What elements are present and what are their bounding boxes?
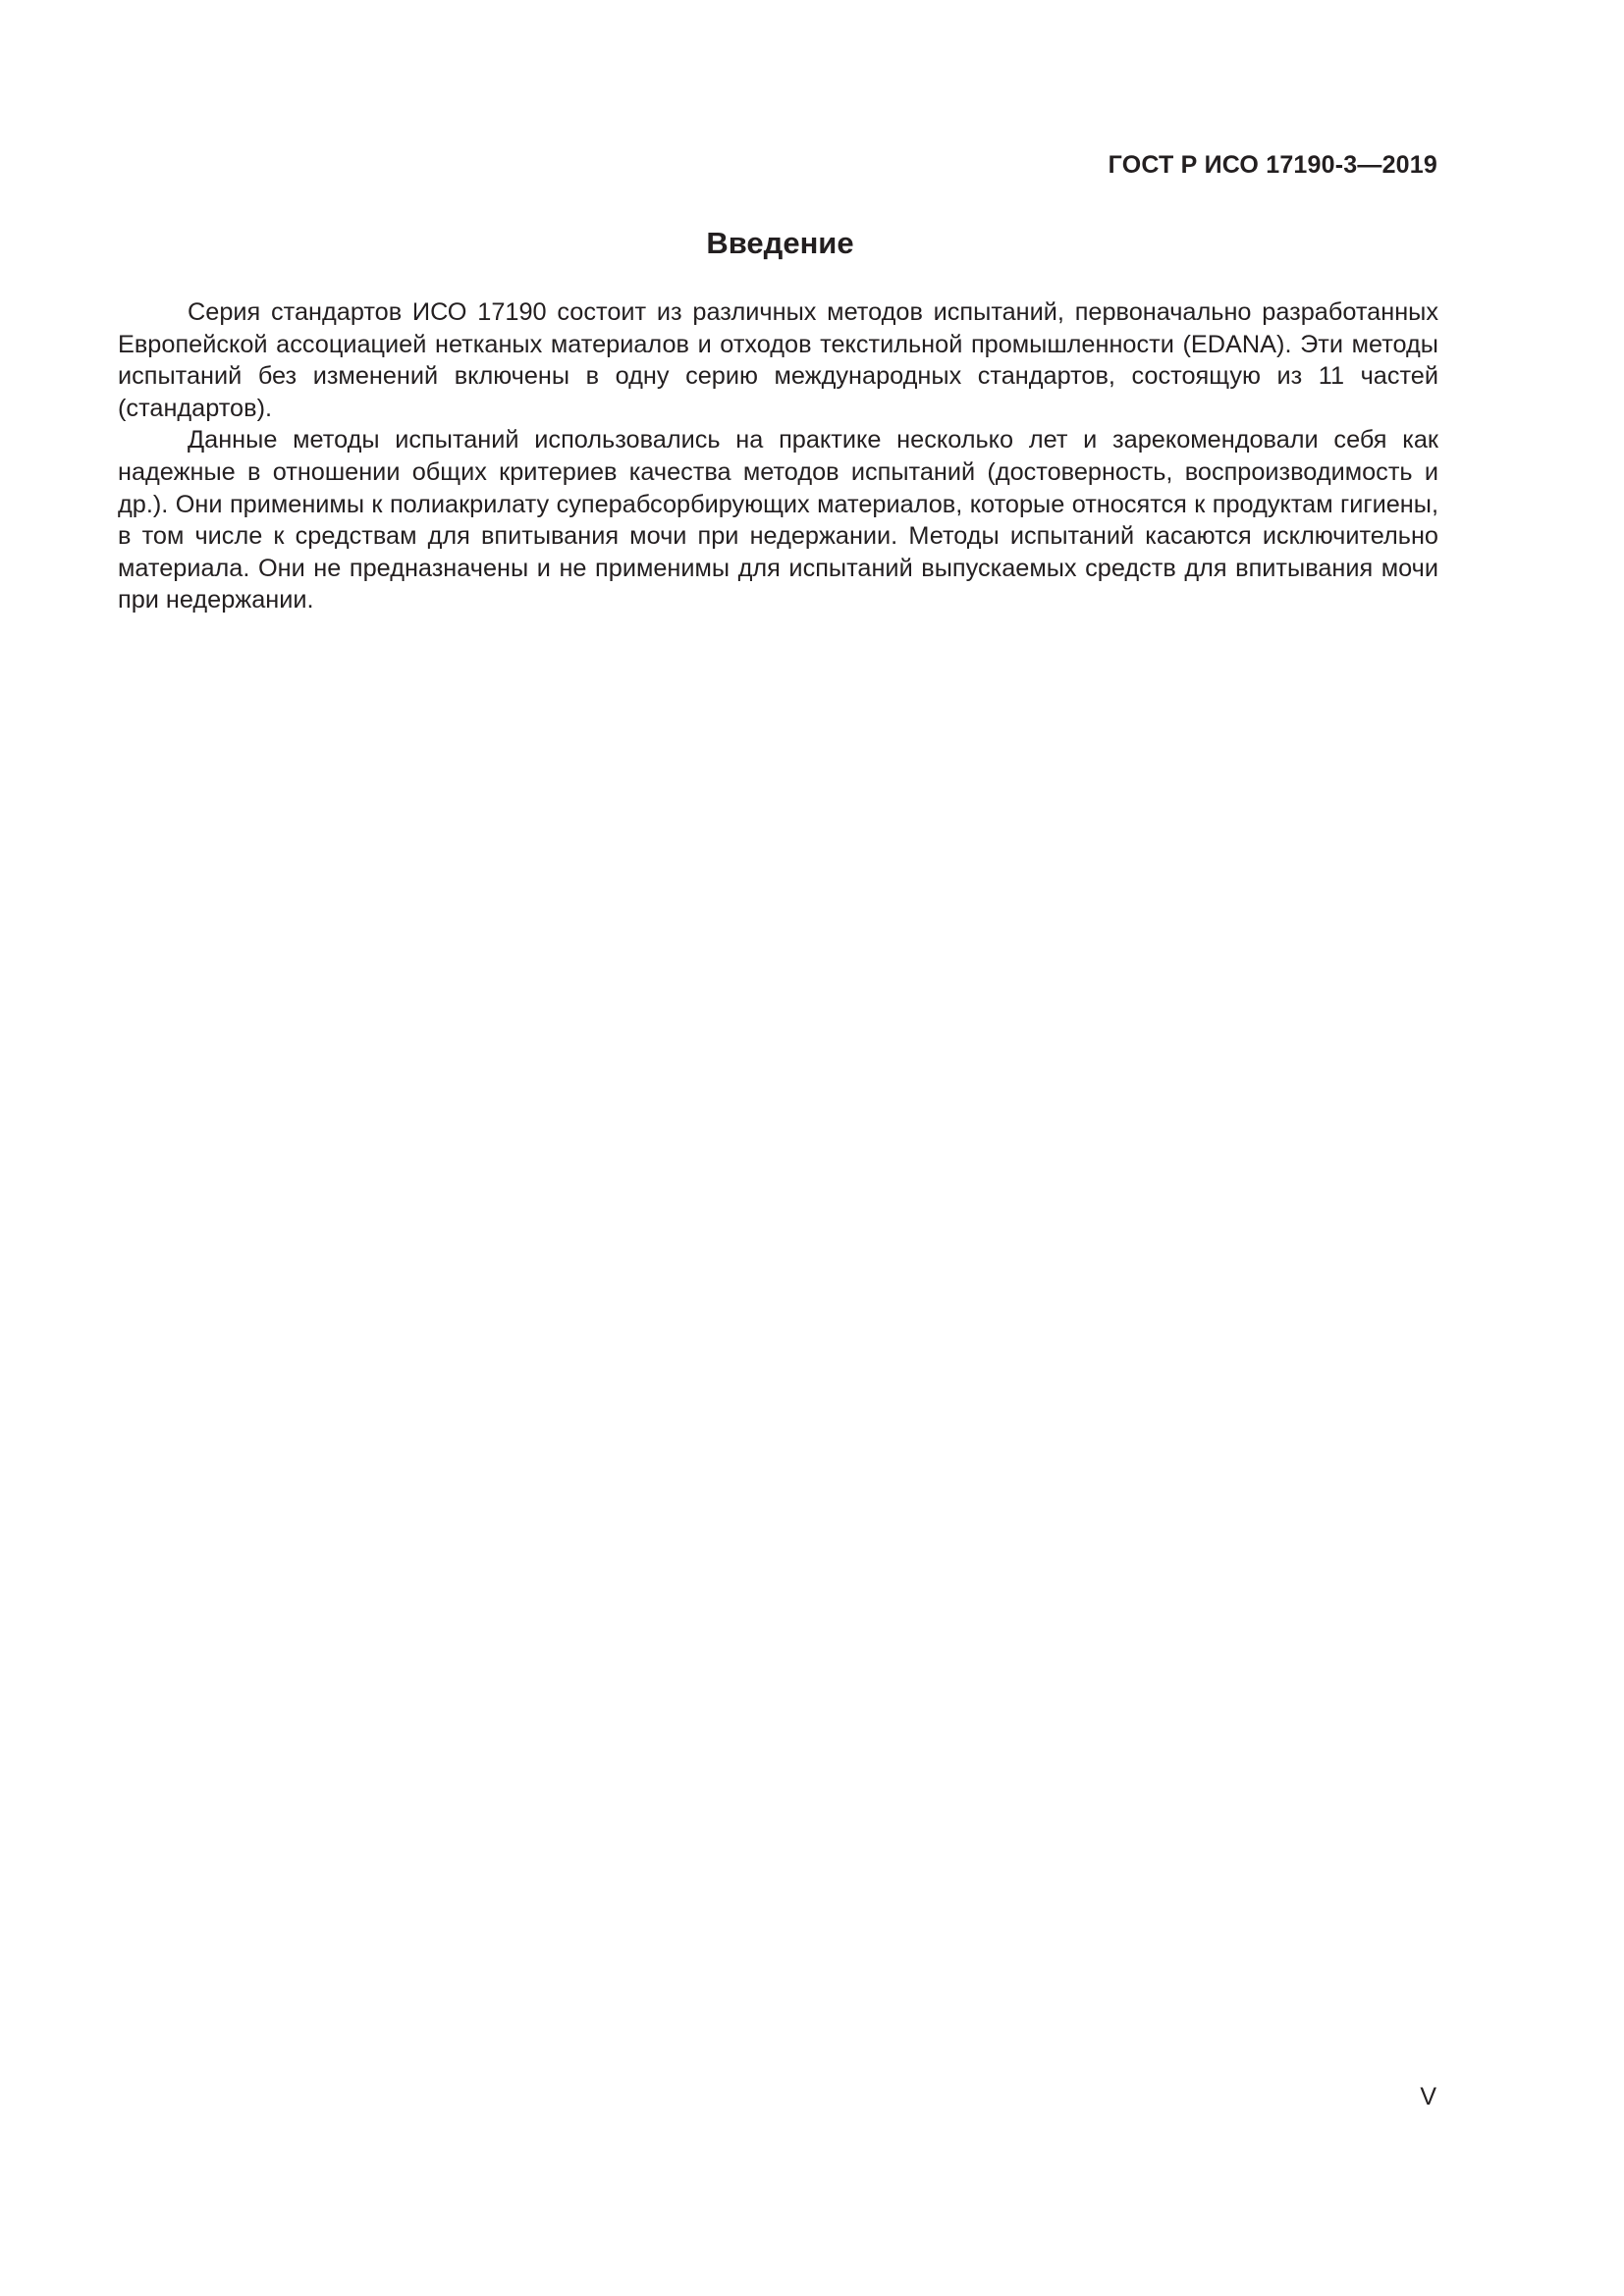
- page-number: V: [1420, 2083, 1436, 2110]
- paragraph: Серия стандартов ИСО 17190 состоит из различных методов испытаний, первоначально разработанных Европейской ассоциацией нетканых материалов и отходов текстильной промышленности (EDANA). Эти методы испытаний без изменений включены в одну серию международных стандартов, состоящую из 11 частей (стандартов).: [118, 298, 1438, 422]
- body-text: [118, 296, 1438, 616]
- paragraph: Данные методы испытаний использовались на практике несколько лет и зарекомендовали себя как надежные в отношении общих критериев качества методов испытаний (достоверность, воспроизводимость и др.). Они применимы к полиакрилату суперабсорбирующих материалов, которые относятся к продуктам гигиены, в том числе к средствам для впитывания мочи при недержании. Методы испытаний касаются исключительно материала. Они не предназначены и не применимы для испытаний выпускаемых средств для впитывания мочи при недержании.: [118, 426, 1438, 614]
- document-header: ГОСТ Р ИСО 17190-3—2019: [1108, 151, 1437, 179]
- section-title: Введение: [706, 226, 854, 260]
